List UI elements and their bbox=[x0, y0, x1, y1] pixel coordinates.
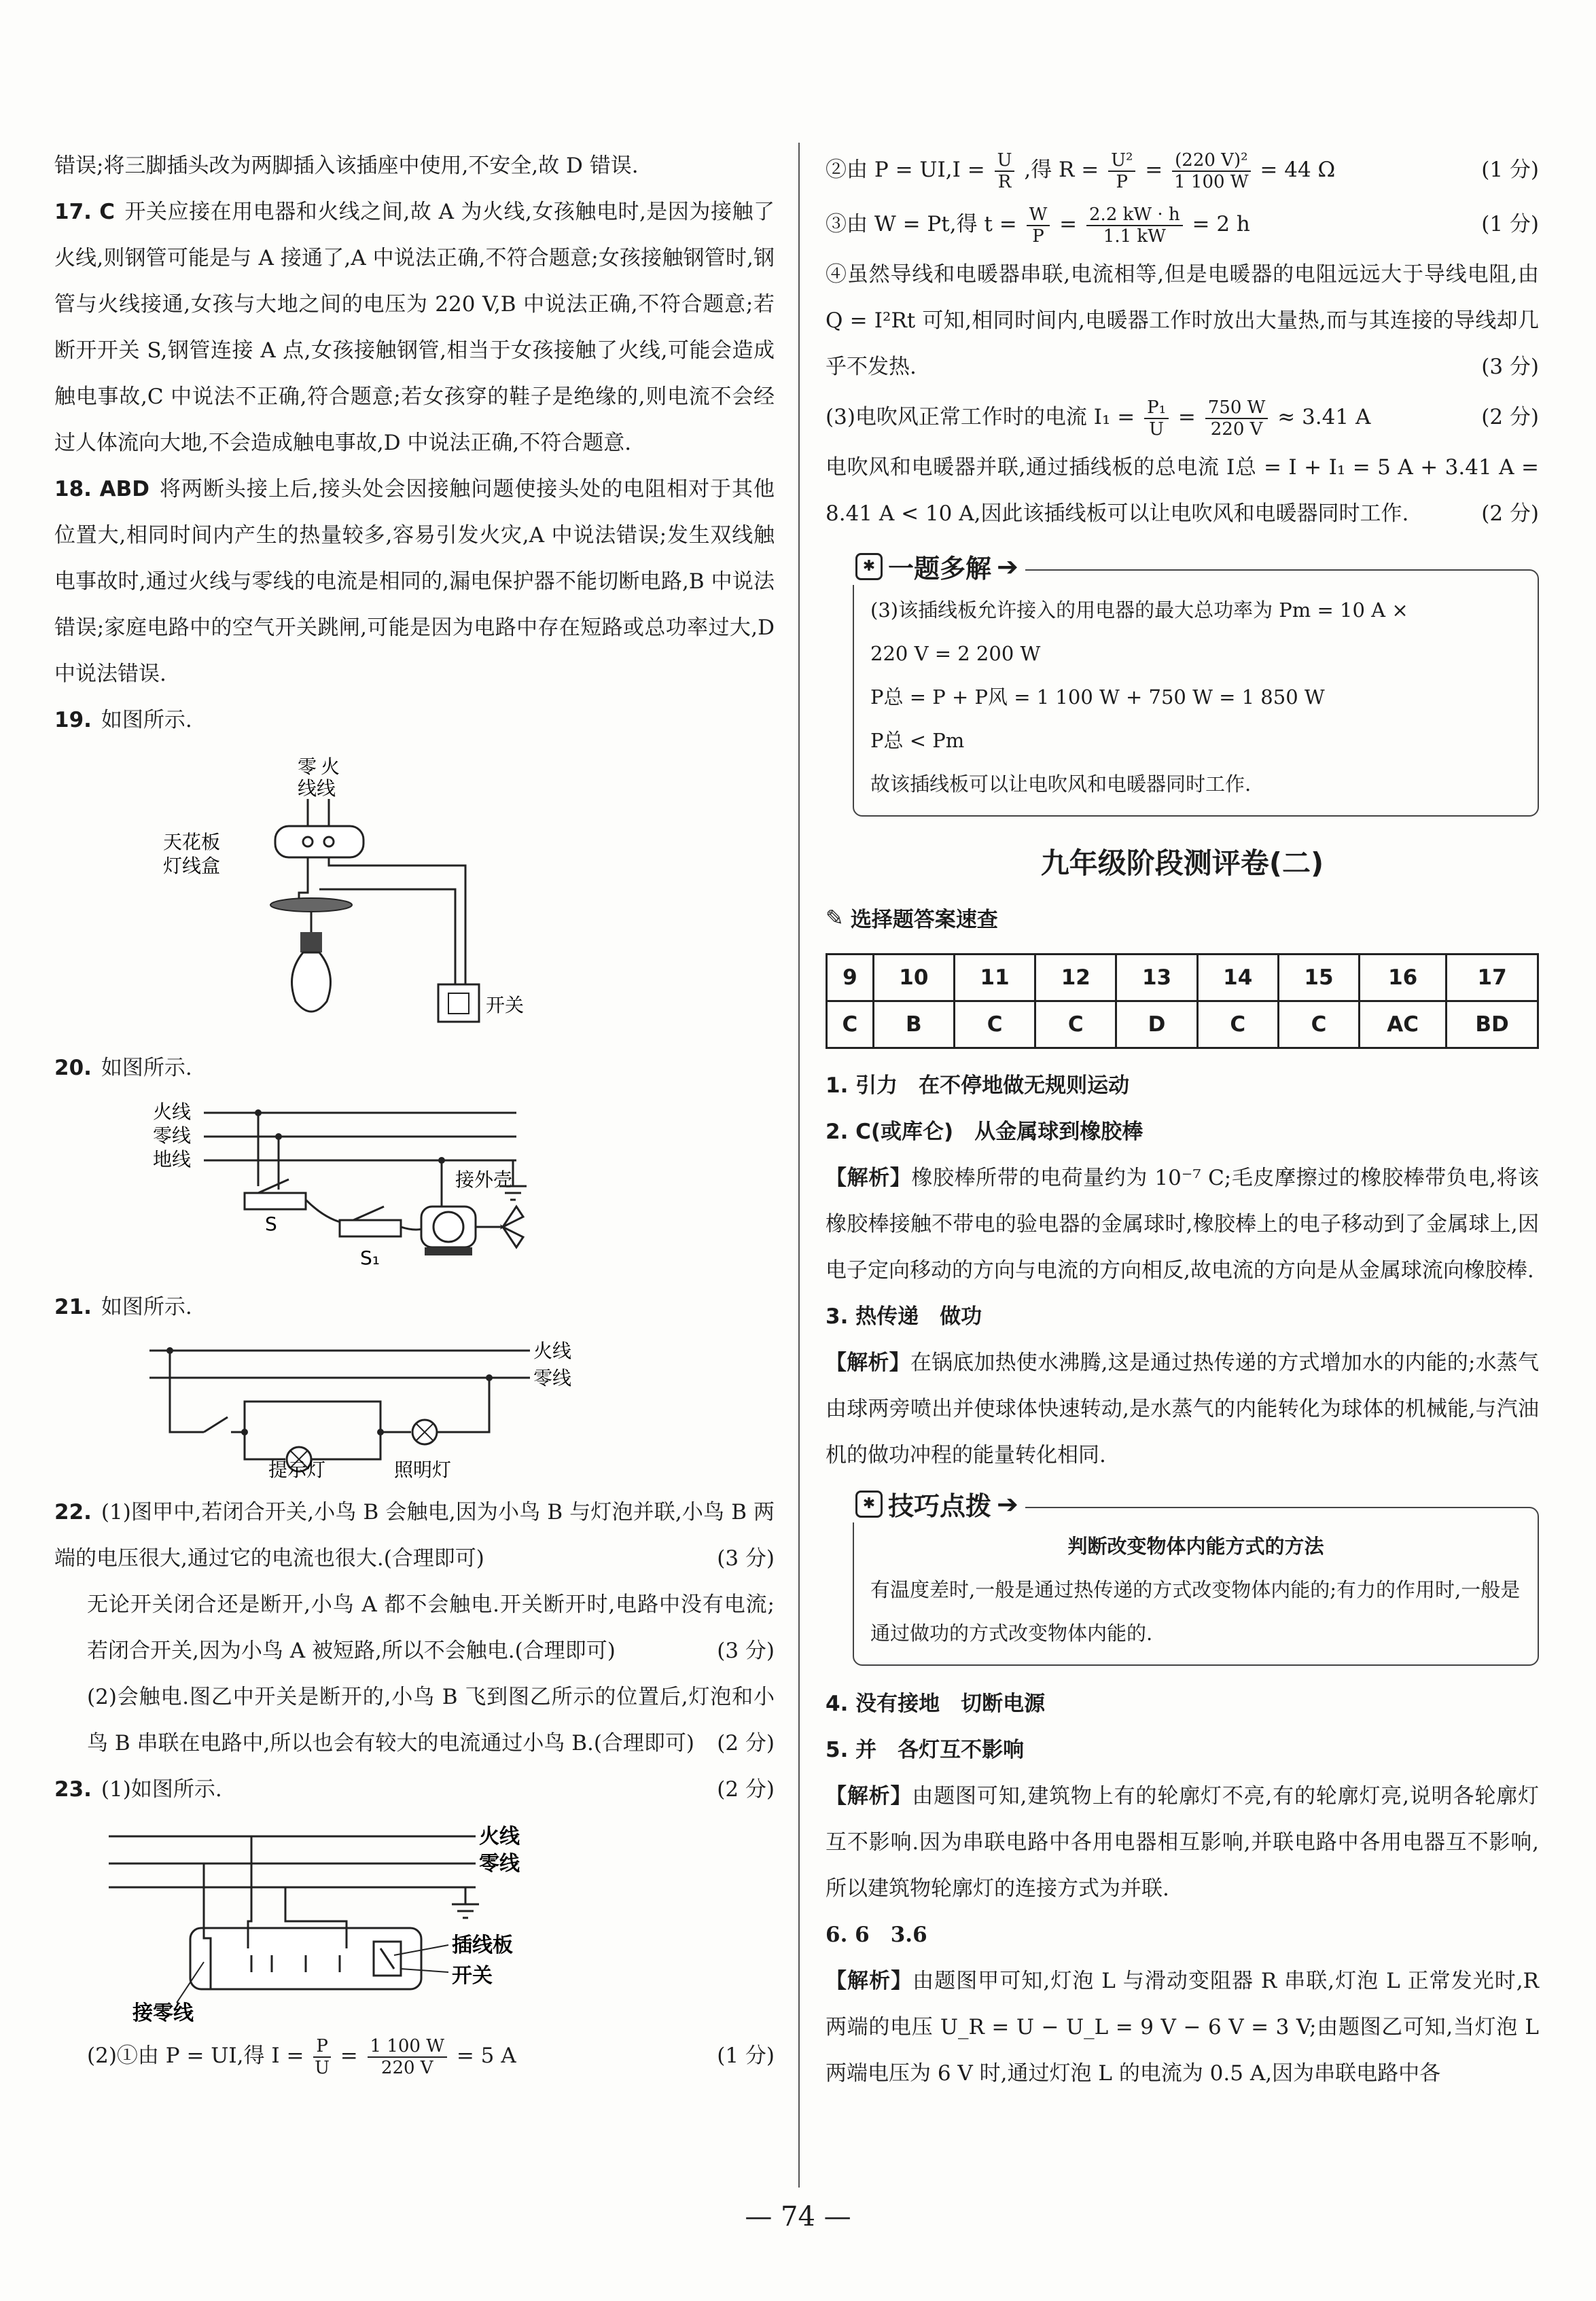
explanation-label: 【解析】 bbox=[826, 1166, 912, 1190]
fraction bbox=[368, 2036, 447, 2078]
frac-den: 1 100 W bbox=[1174, 171, 1249, 192]
q19-label-fire: 火 bbox=[321, 755, 340, 778]
q23-p2-score: (1 分) bbox=[717, 2044, 775, 2068]
box1-line: P总 = P + P风 = 1 100 W + 750 W = 1 850 W bbox=[870, 685, 1325, 709]
r1 bbox=[826, 143, 1539, 197]
q20-label-s1: S₁ bbox=[360, 1247, 380, 1269]
lamp-shade bbox=[270, 898, 352, 912]
q22-p1 bbox=[54, 1489, 775, 1582]
r4-score: (2 分) bbox=[1481, 405, 1539, 429]
explanation-label: 【解析】 bbox=[826, 1784, 912, 1808]
q20-text: 如图所示. bbox=[101, 1056, 192, 1080]
arrow-icon: ➔ bbox=[997, 551, 1018, 582]
r2-post: = 2 h bbox=[1192, 212, 1250, 236]
q20-label-ground: 地线 bbox=[153, 1148, 192, 1171]
table-cell: BD bbox=[1447, 1001, 1538, 1048]
q21-label-zero: 零线 bbox=[533, 1367, 572, 1389]
fraction bbox=[1205, 397, 1269, 440]
explanation-label: 【解析】 bbox=[826, 1969, 913, 1993]
q19-label-switch: 开关 bbox=[486, 994, 525, 1016]
arrow-icon: ➔ bbox=[997, 1488, 1018, 1519]
r4 bbox=[826, 390, 1539, 444]
pencil-icon: ✎ bbox=[826, 904, 844, 931]
q20 bbox=[54, 1045, 775, 1091]
q18 bbox=[54, 466, 775, 697]
tips-tag bbox=[849, 1485, 1025, 1522]
q22-p3-text: (2)会触电.图乙中开关是断开的,小鸟 B 飞到图乙所示的位置后,灯泡和小鸟 B 串联在电路中,所以也会有较大的电流通过小鸟 B.(合理即可) bbox=[87, 1685, 775, 1755]
box1-line: 220 V = 2 200 W bbox=[870, 642, 1041, 665]
table-cell: 14 bbox=[1197, 955, 1278, 1001]
q23-label-board: 插线板 bbox=[452, 1933, 513, 1957]
answer-table bbox=[826, 953, 1539, 1049]
frac-num: P bbox=[313, 2036, 331, 2058]
q23-p1 bbox=[54, 1766, 775, 1813]
q21-label-hint: 提示灯 bbox=[268, 1459, 326, 1481]
q20-label-s: S bbox=[265, 1213, 277, 1235]
r2-eq: = bbox=[1059, 212, 1078, 236]
r4-pre: (3)电吹风正常工作时的电流 I₁ = bbox=[826, 405, 1135, 429]
table-cell: C bbox=[1035, 1001, 1116, 1048]
q23-p2-eq: = bbox=[340, 2044, 358, 2068]
table-cell: C bbox=[1197, 1001, 1278, 1048]
fraction bbox=[1144, 397, 1169, 440]
multi-solution-box bbox=[853, 551, 1539, 817]
bulb-icon: ✱ bbox=[855, 553, 883, 580]
frac-den: 1.1 kW bbox=[1103, 226, 1166, 247]
r5-text: 电吹风和电暖器并联,通过插线板的总电流 I总 = I + I₁ = 5 A + 3.41 A = 8.41 A < 10 A,因此该插线板可以让电吹风和电暖器同时工作. bbox=[826, 455, 1539, 526]
box1-line: P总 < Pm bbox=[870, 729, 965, 752]
r4-eq: = bbox=[1177, 405, 1196, 429]
q19-label-zero: 零 bbox=[298, 755, 317, 778]
q22-number: 22. bbox=[54, 1500, 92, 1524]
frac-num: U² bbox=[1108, 150, 1135, 172]
answer-table-answer-row bbox=[827, 1001, 1538, 1048]
page-number: — 74 — bbox=[745, 2201, 851, 2232]
fraction bbox=[1108, 150, 1135, 192]
q19-text: 如图所示. bbox=[101, 708, 192, 732]
multi-solution-title: 一题多解 bbox=[888, 554, 992, 584]
q22-p3 bbox=[54, 1674, 775, 1766]
fraction bbox=[1086, 204, 1183, 247]
box1-line: (3)该插线板允许接入的用电器的最大总功率为 Pm = 10 A × bbox=[870, 599, 1408, 622]
q19-label-line: 线线 bbox=[298, 777, 336, 800]
section-title: 九年级阶段测评卷(二) bbox=[1040, 846, 1324, 880]
r3 bbox=[826, 251, 1539, 390]
frac-num: (220 V)² bbox=[1172, 150, 1250, 172]
frac-den: U bbox=[1149, 418, 1165, 440]
table-cell: C bbox=[954, 1001, 1035, 1048]
explanation-text: 在锅底加热使水沸腾,这是通过热传递的方式增加水的内能的;水蒸气由球两旁喷出并使球体快速转动,是水蒸气的内能转化为球体的机械能,与汽油机的做功冲程的能量转化相同. bbox=[826, 1351, 1540, 1467]
q19-figure bbox=[136, 750, 525, 1035]
table-cell: C bbox=[1278, 1001, 1359, 1048]
r1-post: = 44 Ω bbox=[1260, 158, 1336, 182]
q23-text: (1)如图所示. bbox=[101, 1777, 222, 1802]
r3-score: (3 分) bbox=[1481, 355, 1539, 379]
table-cell: 12 bbox=[1035, 955, 1116, 1001]
fraction bbox=[1172, 150, 1250, 192]
q18-text: 将两断头接上后,接头处会因接触问题使接头处的电阻相对于其他位置大,相同时间内产生的热量较多,容易引发火灾,A 中说法错误;发生双线触电事故时,通过火线与零线的电流是相同的,漏电保护器不能切断电路,B 中说法错误;家庭电路中的空气开关跳闸,可能是因为电路中存在短路或总功率过大,D 中说法错误. bbox=[54, 477, 775, 686]
q20-figure bbox=[136, 1098, 625, 1274]
frac-num: 2.2 kW · h bbox=[1086, 204, 1183, 226]
answer-2: 2. C(或库仑) 从金属球到橡胶棒 bbox=[826, 1120, 1143, 1144]
table-cell: 13 bbox=[1116, 955, 1197, 1001]
q22-p1-score: (3 分) bbox=[717, 1546, 775, 1571]
answer-quick-check-heading bbox=[826, 902, 1539, 933]
table-cell: 16 bbox=[1360, 955, 1447, 1001]
explanation-text: 由题图甲可知,灯泡 L 与滑动变阻器 R 串联,灯泡 L 正常发光时,R 两端的电压 U_R = U − U_L = 9 V − 6 V = 3 V;由题图乙可知,当灯泡 L 两端电压为 6 V 时,通过灯泡 L 的电流为 0.5 A,因为串联电路中各 bbox=[826, 1969, 1539, 2086]
fraction bbox=[1027, 204, 1050, 247]
switch-icon bbox=[204, 1417, 228, 1432]
q20-label-zero: 零线 bbox=[153, 1124, 192, 1147]
multi-solution-tag bbox=[849, 548, 1025, 585]
r1-score: (1 分) bbox=[1481, 158, 1539, 182]
q21-text: 如图所示. bbox=[101, 1295, 192, 1319]
bulb-icon bbox=[292, 952, 331, 1012]
table-cell: AC bbox=[1360, 1001, 1447, 1048]
r4-post: ≈ 3.41 A bbox=[1277, 405, 1371, 429]
q23-score: (2 分) bbox=[717, 1777, 775, 1802]
answer-6: 6. 6 3.6 bbox=[826, 1923, 927, 1947]
frac-den: P bbox=[1116, 171, 1129, 192]
answer-4: 4. 没有接地 切断电源 bbox=[826, 1692, 1046, 1716]
table-cell: D bbox=[1116, 1001, 1197, 1048]
q21-label-fire: 火线 bbox=[533, 1340, 572, 1362]
q23-label-neutral: 接零线 bbox=[132, 2001, 194, 2025]
frac-den: 220 V bbox=[1210, 418, 1263, 440]
q23-figure bbox=[95, 1819, 571, 2023]
ceiling-box bbox=[275, 826, 363, 857]
frac-num: W bbox=[1027, 204, 1050, 226]
q23-p2-pre: (2)①由 P = UI,得 I = bbox=[87, 2044, 304, 2068]
tips-heading: 判断改变物体内能方式的方法 bbox=[1067, 1535, 1324, 1558]
r1-pre: ②由 P = UI,I = bbox=[826, 158, 985, 182]
q23-p2-post: = 5 A bbox=[456, 2044, 516, 2068]
q19 bbox=[54, 697, 775, 743]
tips-text: 有温度差时,一般是通过热传递的方式改变物体内能的;有力的作用时,一般是通过做功的方式改变物体内能的. bbox=[870, 1578, 1521, 1645]
q17 bbox=[54, 189, 775, 466]
left-column bbox=[54, 143, 775, 2079]
fraction bbox=[995, 150, 1015, 192]
q22-p2-text: 无论开关闭合还是断开,小鸟 A 都不会触电.开关断开时,电路中没有电流;若闭合开关,因为小鸟 A 被短路,所以不会触电.(合理即可) bbox=[87, 1592, 775, 1663]
q21 bbox=[54, 1284, 775, 1330]
explanation-text: 由题图可知,建筑物上有的轮廓灯不亮,有的轮廓灯亮,说明各轮廓灯互不影响.因为串联电路中各用电器相互影响,并联电路中各用电器互不影响,所以建筑物轮廓灯的连接方式为并联. bbox=[826, 1784, 1540, 1901]
answer-3-explanation bbox=[826, 1340, 1539, 1478]
table-cell: 10 bbox=[873, 955, 954, 1001]
answer-5-explanation bbox=[826, 1773, 1539, 1912]
q19-number: 19. bbox=[54, 708, 92, 732]
q22-p2-score: (3 分) bbox=[717, 1639, 775, 1663]
r5-score: (2 分) bbox=[1481, 501, 1539, 526]
answer-table-header-row bbox=[827, 955, 1538, 1001]
q23-p2 bbox=[54, 2033, 775, 2079]
frac-den: P bbox=[1032, 226, 1044, 247]
frac-num: 1 100 W bbox=[368, 2036, 447, 2058]
table-cell: 17 bbox=[1447, 955, 1538, 1001]
q21-number: 21. bbox=[54, 1295, 92, 1319]
answer-6-explanation bbox=[826, 1958, 1539, 2097]
r1-eq: = bbox=[1145, 158, 1163, 182]
intro-text: 错误;将三脚插头改为两脚插入该插座中使用,不安全,故 D 错误. bbox=[54, 154, 639, 178]
q18-number: 18. ABD bbox=[54, 477, 150, 501]
q17-text: 开关应接在用电器和火线之间,故 A 为火线,女孩触电时,是因为接触了火线,则钢管可能是与 A 接通了,A 中说法正确,不符合题意;女孩接触钢管时,钢管与火线接通,女孩与大地之间的电压为 220 V,B 中说法正确,不符合题意;若断开开关 S,钢管连接 A 点,女孩接触钢管,相当于女孩接触了火线,可能会造成触电事故,C 中说法不正确,符合题意;若女孩穿的鞋子是绝缘的,则电流不会经过人体流向大地,不会造成触电事故,D 中说法正确,不符合题意. bbox=[54, 200, 775, 455]
q22-p2 bbox=[54, 1582, 775, 1674]
q20-number: 20. bbox=[54, 1056, 92, 1080]
frac-num: 750 W bbox=[1205, 397, 1269, 419]
q23-label-switch: 开关 bbox=[452, 1964, 493, 1988]
r3-text: ④虽然导线和电暖器串联,电流相等,但是电暖器的电阻远远大于导线电阻,由 Q = I²Rt 可知,相同时间内,电暖器工作时放出大量热,而与其连接的导线却几乎不发热. bbox=[826, 262, 1539, 379]
lamp-socket bbox=[300, 932, 322, 952]
frac-den: 220 V bbox=[380, 2057, 433, 2078]
q17-number: 17. C bbox=[54, 200, 115, 224]
answer-quick-check-label: 选择题答案速查 bbox=[850, 908, 998, 932]
answer-3: 3. 热传递 做功 bbox=[826, 1304, 982, 1329]
table-cell: 9 bbox=[827, 955, 874, 1001]
q22-p3-score: (2 分) bbox=[717, 1731, 775, 1755]
q23-label-fire: 火线 bbox=[479, 1825, 520, 1849]
q19-label-box2: 灯线盒 bbox=[163, 855, 221, 877]
q22-p1-text: (1)图甲中,若闭合开关,小鸟 B 会触电,因为小鸟 B 与灯泡并联,小鸟 B 两端的电压很大,通过它的电流也很大.(合理即可) bbox=[54, 1500, 775, 1571]
explanation-label: 【解析】 bbox=[826, 1351, 910, 1375]
tips-box bbox=[853, 1488, 1539, 1666]
r5 bbox=[826, 444, 1539, 537]
q21-figure bbox=[136, 1337, 598, 1480]
r2 bbox=[826, 197, 1539, 251]
r2-score: (1 分) bbox=[1481, 212, 1539, 236]
box1-line: 故该插线板可以让电吹风和电暖器同时工作. bbox=[870, 772, 1252, 796]
table-cell: C bbox=[827, 1001, 874, 1048]
frac-den: R bbox=[997, 171, 1012, 192]
frac-num: P₁ bbox=[1144, 397, 1169, 419]
table-cell: 15 bbox=[1278, 955, 1359, 1001]
r1-mid: ,得 R = bbox=[1024, 158, 1099, 182]
frac-num: U bbox=[995, 150, 1015, 172]
table-cell: B bbox=[873, 1001, 954, 1048]
q20-label-fire: 火线 bbox=[153, 1101, 192, 1123]
fan-icon bbox=[503, 1207, 523, 1247]
tips-title: 技巧点拨 bbox=[888, 1491, 992, 1521]
q23-label-zero: 零线 bbox=[479, 1852, 520, 1876]
answer-2-explanation bbox=[826, 1155, 1539, 1294]
frac-den: U bbox=[315, 2057, 330, 2078]
answer-1: 1. 引力 在不停地做无规则运动 bbox=[826, 1073, 1130, 1098]
explanation-text: 橡胶棒所带的电荷量约为 10⁻⁷ C;毛皮摩擦过的橡胶棒带负电,将该橡胶棒接触不带电的验电器的金属球时,橡胶棒上的电子移动到了金属球上,因电子定向移动的方向与电流的方向相反,故电流的方向是从金属球流向橡胶棒. bbox=[826, 1166, 1540, 1283]
q21-label-light: 照明灯 bbox=[394, 1459, 452, 1481]
r2-pre: ③由 W = Pt,得 t = bbox=[826, 212, 1017, 236]
switch-s1 bbox=[340, 1220, 401, 1236]
fraction bbox=[313, 2036, 331, 2078]
bulb-icon: ✱ bbox=[855, 1491, 883, 1518]
q20-label-shell: 接外壳 bbox=[455, 1169, 513, 1191]
table-cell: 11 bbox=[954, 955, 1035, 1001]
switch-s bbox=[245, 1193, 306, 1209]
right-column bbox=[826, 143, 1539, 2097]
q19-label-box1: 天花板 bbox=[163, 831, 221, 853]
column-divider bbox=[798, 143, 800, 2188]
answer-5: 5. 并 各灯互不影响 bbox=[826, 1738, 1025, 1762]
q23-number: 23. bbox=[54, 1777, 92, 1802]
